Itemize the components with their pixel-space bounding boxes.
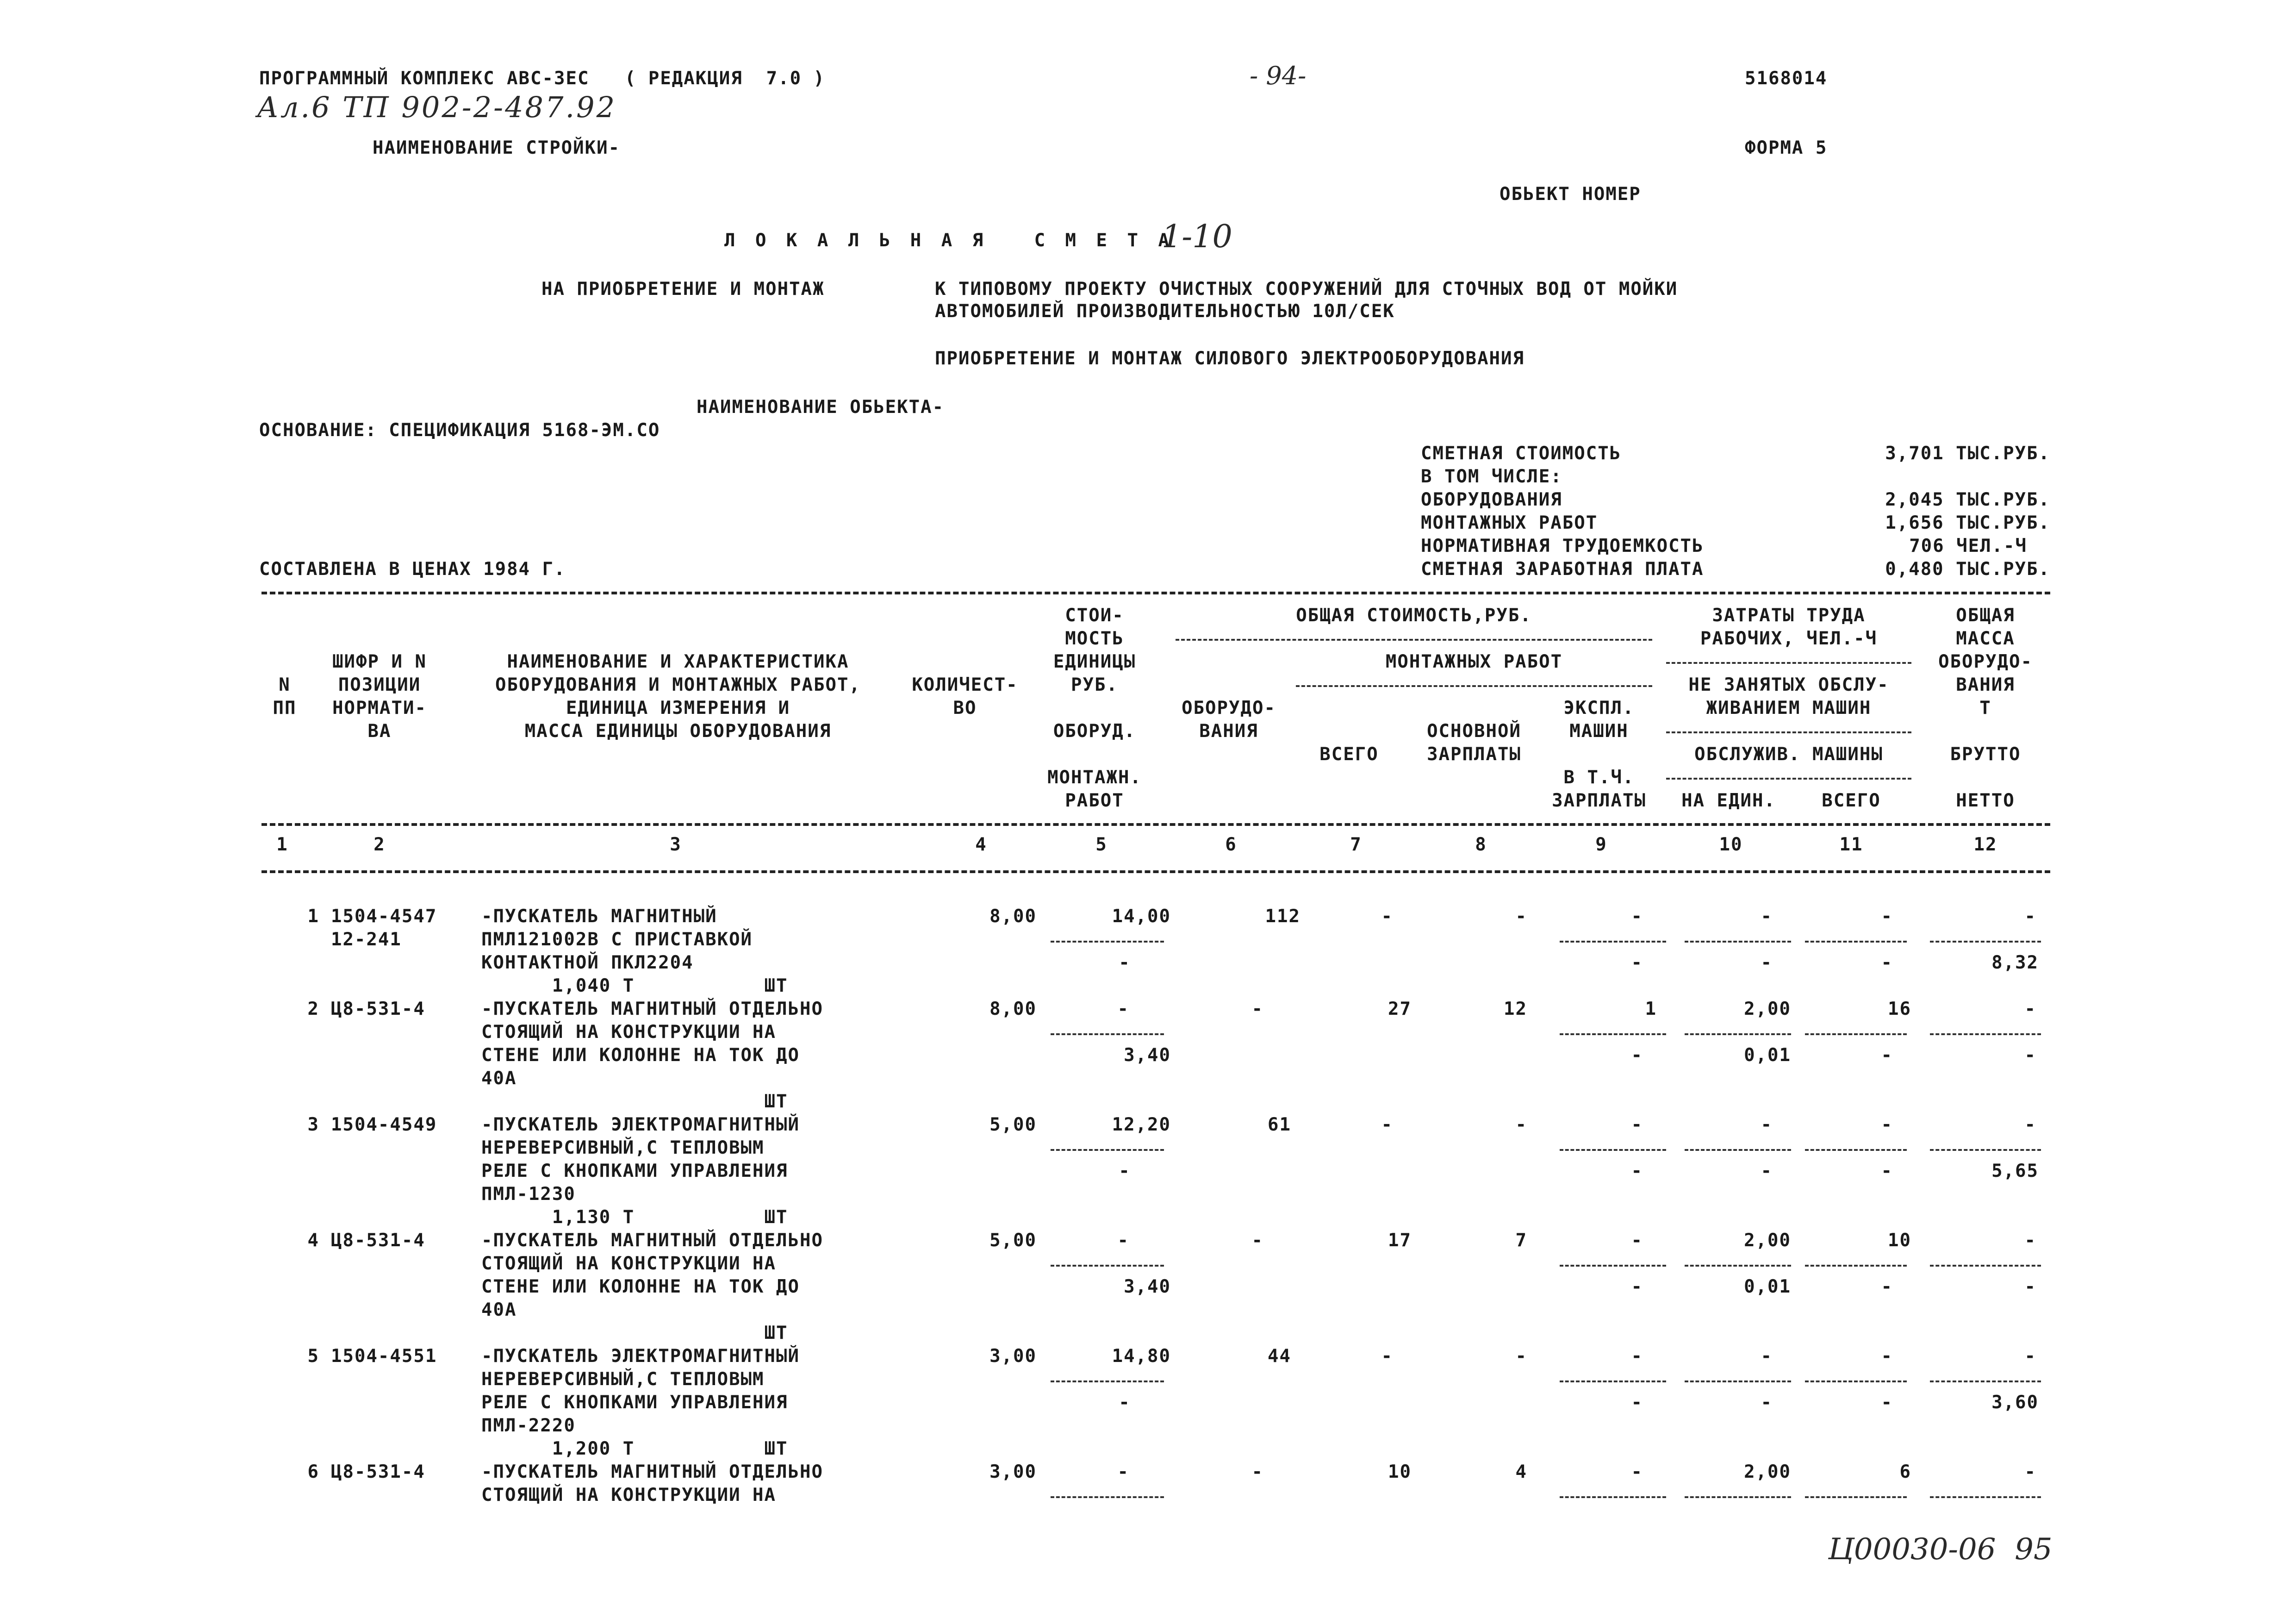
col-header-labor-machines: ОБСЛУЖИВ. МАШИНЫ — [1694, 744, 1883, 765]
row-mass-brutto: - — [2024, 1346, 2036, 1367]
row-code: 1504-4547 12-241 — [331, 906, 437, 950]
row-machines: - — [1631, 1230, 1643, 1251]
row-divider — [1051, 1380, 1164, 1382]
row-unit-montage: 3,40 — [1124, 1045, 1171, 1066]
row-divider — [1685, 1380, 1791, 1382]
row-divider — [1685, 1496, 1791, 1498]
col-header-name: НАИМЕНОВАНИЕ И ХАРАКТЕРИСТИКА ОБОРУДОВАНИЯ И МОНТАЖНЫХ РАБОТ, ЕДИНИЦА ИЗМЕРЕНИЯ И МАССА ЕДИНИЦЫ ОБОРУДОВАНИЯ — [495, 651, 861, 742]
numbers-bottom-rule — [261, 870, 2050, 873]
row-labor-unit: - — [1761, 1114, 1773, 1135]
purpose-line-1: К ТИПОВОМУ ПРОЕКТУ ОЧИСТНЫХ СООРУЖЕНИЙ ДЛЯ СТОЧНЫХ ВОД ОТ МОЙКИ — [935, 279, 1678, 300]
row-labor-total-machines: - — [1881, 1276, 1893, 1297]
row-total: - — [1381, 906, 1393, 927]
col-header-mass: ОБЩАЯ МАССА ОБОРУДО- ВАНИЯ Т БРУТТО НЕТТО — [1938, 605, 2033, 811]
row-quantity: 5,00 — [989, 1230, 1037, 1251]
row-divider — [1685, 1033, 1791, 1035]
stroika-label: НАИМЕНОВАНИЕ СТРОЙКИ- — [373, 137, 621, 158]
col-header-total-cost: ОБЩАЯ СТОИМОСТЬ,РУБ. — [1296, 605, 1532, 626]
row-divider — [1805, 1033, 1907, 1035]
row-number: 6 — [307, 1462, 319, 1482]
row-divider — [1051, 1149, 1164, 1151]
row-mass-brutto: - — [2024, 1114, 2036, 1135]
row-mass-brutto: - — [2024, 906, 2036, 927]
column-number: 6 — [1225, 834, 1237, 855]
row-number: 4 — [307, 1230, 319, 1251]
row-mass-netto: 8,32 — [1991, 952, 2039, 973]
row-base-salary: 7 — [1515, 1230, 1527, 1251]
document-code: 5168014 — [1745, 68, 1828, 89]
summary-label: НОРМАТИВНАЯ ТРУДОЕМКОСТЬ — [1421, 536, 1704, 556]
col-header-total: ВСЕГО — [1319, 744, 1379, 765]
prices-line: СОСТАВЛЕНА В ЦЕНАХ 1984 Г. — [259, 559, 566, 580]
row-labor-unit-machines: - — [1761, 952, 1773, 973]
program-title: ПРОГРАММНЫЙ КОМПЛЕКС АВС-3ЕС ( РЕДАКЦИЯ 7.0 ) — [259, 68, 826, 89]
row-divider — [1051, 1033, 1164, 1035]
row-mass-netto: - — [2024, 1045, 2036, 1066]
row-base-salary: - — [1515, 906, 1527, 927]
row-machines: - — [1631, 1346, 1643, 1367]
header-divider — [1666, 662, 1911, 664]
row-mass-netto: 3,60 — [1991, 1392, 2039, 1413]
col-header-labor-total: ВСЕГО — [1822, 790, 1881, 811]
row-name: -ПУСКАТЕЛЬ МАГНИТНЫЙ ПМЛ121002В С ПРИСТАВКОЙ КОНТАКТНОЙ ПКЛ2204 1,040 Т ШТ — [481, 906, 788, 996]
row-name: -ПУСКАТЕЛЬ ЭЛЕКТРОМАГНИТНЫЙ НЕРЕВЕРСИВНЫЙ,С ТЕПЛОВЫМ РЕЛЕ С КНОПКАМИ УПРАВЛЕНИЯ ПМЛ-1230 1,130 Т ШТ — [481, 1114, 800, 1228]
row-divider — [1685, 1149, 1791, 1151]
row-number: 5 — [307, 1346, 319, 1367]
page-number: - 94- — [1250, 61, 1307, 90]
row-unit-equipment: - — [1117, 999, 1129, 1019]
header-divider — [1296, 685, 1652, 687]
row-divider — [1560, 1496, 1666, 1498]
column-number: 12 — [1973, 834, 1997, 855]
object-name-label: НАИМЕНОВАНИЕ ОБЬЕКТА- — [697, 397, 945, 418]
row-divider — [1930, 1380, 2041, 1382]
row-mass-brutto: - — [2024, 1462, 2036, 1482]
row-unit-equipment: - — [1117, 1230, 1129, 1251]
row-total: - — [1381, 1346, 1393, 1367]
row-equipment: 112 — [1265, 906, 1300, 927]
summary-value: 2,045 ТЫС.РУБ. — [1885, 489, 2050, 510]
row-machines-salary: - — [1631, 1161, 1643, 1181]
row-number: 2 — [307, 999, 319, 1019]
col-header-unit-cost: СТОИ- МОСТЬ ЕДИНИЦЫ РУБ. ОБОРУД. МОНТАЖН. РАБОТ — [1047, 605, 1142, 811]
row-total: 17 — [1388, 1230, 1412, 1251]
column-number: 4 — [975, 834, 987, 855]
row-divider — [1051, 1265, 1164, 1267]
row-divider — [1560, 1033, 1666, 1035]
row-name: -ПУСКАТЕЛЬ ЭЛЕКТРОМАГНИТНЫЙ НЕРЕВЕРСИВНЫЙ,С ТЕПЛОВЫМ РЕЛЕ С КНОПКАМИ УПРАВЛЕНИЯ ПМЛ-2220 1,200 Т ШТ — [481, 1346, 800, 1459]
row-equipment: 61 — [1268, 1114, 1291, 1135]
row-labor-total: - — [1881, 1346, 1893, 1367]
row-labor-total-machines: - — [1881, 952, 1893, 973]
row-code: 1504-4549 — [331, 1114, 437, 1135]
row-divider — [1805, 1265, 1907, 1267]
column-number: 1 — [276, 834, 288, 855]
header-divider — [1666, 731, 1911, 733]
row-quantity: 5,00 — [989, 1114, 1037, 1135]
row-code: Ц8-531-4 — [331, 1462, 425, 1482]
document-title: Л О К А Л Ь Н А Я С М Е Т А — [724, 230, 1174, 251]
row-equipment: - — [1251, 1230, 1263, 1251]
row-code: Ц8-531-4 — [331, 999, 425, 1019]
handwritten-footer-code: Ц00030-06 95 — [1828, 1532, 2053, 1567]
row-mass-netto: - — [2024, 1276, 2036, 1297]
estimate-number: 1-10 — [1162, 219, 1232, 255]
column-number: 7 — [1350, 834, 1362, 855]
row-divider — [1051, 1496, 1164, 1498]
row-total: 27 — [1388, 999, 1412, 1019]
summary-value: 706 ЧЕЛ.-Ч — [1909, 536, 2027, 556]
row-equipment: 44 — [1268, 1346, 1291, 1367]
header-divider — [1176, 639, 1652, 641]
row-name: -ПУСКАТЕЛЬ МАГНИТНЫЙ ОТДЕЛЬНО СТОЯЩИЙ НА КОНСТРУКЦИИ НА — [481, 1462, 823, 1505]
row-divider — [1560, 1265, 1666, 1267]
row-labor-total: 6 — [1899, 1462, 1911, 1482]
row-labor-unit: 2,00 — [1744, 999, 1791, 1019]
summary-label: В ТОМ ЧИСЛЕ: — [1421, 466, 1562, 487]
col-header-equipment: ОБОРУДО- ВАНИЯ — [1182, 698, 1276, 742]
row-machines: - — [1631, 1462, 1643, 1482]
row-divider — [1930, 941, 2041, 943]
column-number: 5 — [1095, 834, 1108, 855]
column-number: 10 — [1719, 834, 1743, 855]
row-labor-total: - — [1881, 906, 1893, 927]
header-bottom-rule — [261, 823, 2050, 826]
row-total: - — [1381, 1114, 1393, 1135]
row-equipment: - — [1251, 999, 1263, 1019]
row-number: 3 — [307, 1114, 319, 1135]
row-equipment: - — [1251, 1462, 1263, 1482]
subject-line: ПРИОБРЕТЕНИЕ И МОНТАЖ СИЛОВОГО ЭЛЕКТРООБОРУДОВАНИЯ — [935, 348, 1524, 369]
col-header-labor: ЗАТРАТЫ ТРУДА РАБОЧИХ, ЧЕЛ.-Ч — [1700, 605, 1878, 649]
row-labor-unit-machines: - — [1761, 1392, 1773, 1413]
row-quantity: 3,00 — [989, 1462, 1037, 1482]
row-labor-unit-machines: 0,01 — [1744, 1276, 1791, 1297]
row-number: 1 — [307, 906, 319, 927]
col-header-code: ШИФР И N ПОЗИЦИИ НОРМАТИ- ВА — [332, 651, 427, 742]
row-divider — [1805, 1380, 1907, 1382]
row-base-salary: - — [1515, 1346, 1527, 1367]
row-unit-equipment: 14,80 — [1112, 1346, 1171, 1367]
row-unit-montage: 3,40 — [1124, 1276, 1171, 1297]
row-unit-montage: - — [1119, 952, 1131, 973]
row-unit-montage: - — [1119, 1161, 1131, 1181]
col-header-labor-not-machines: НЕ ЗАНЯТЫХ ОБСЛУ- ЖИВАНИЕМ МАШИН — [1688, 675, 1889, 718]
purpose-label: НА ПРИОБРЕТЕНИЕ И МОНТАЖ — [541, 279, 825, 300]
summary-value: 0,480 ТЫС.РУБ. — [1885, 559, 2050, 580]
column-number: 2 — [373, 834, 386, 855]
column-number: 8 — [1475, 834, 1487, 855]
col-header-number: N ПП — [273, 675, 297, 718]
row-quantity: 3,00 — [989, 1346, 1037, 1367]
row-unit-montage: - — [1119, 1392, 1131, 1413]
row-divider — [1685, 941, 1791, 943]
row-unit-equipment: 14,00 — [1112, 906, 1171, 927]
row-base-salary: - — [1515, 1114, 1527, 1135]
row-labor-unit-machines: 0,01 — [1744, 1045, 1791, 1066]
col-header-quantity: КОЛИЧЕСТ- ВО — [912, 675, 1018, 718]
handwritten-reference: Ал.6 ТП 902-2-487.92 — [257, 90, 617, 124]
row-machines-salary: - — [1631, 952, 1643, 973]
forma-label: ФОРМА 5 — [1745, 137, 1828, 158]
row-quantity: 8,00 — [989, 999, 1037, 1019]
col-header-per-unit: НА ЕДИН. — [1681, 790, 1776, 811]
row-name: -ПУСКАТЕЛЬ МАГНИТНЫЙ ОТДЕЛЬНО СТОЯЩИЙ НА КОНСТРУКЦИИ НА СТЕНЕ ИЛИ КОЛОННЕ НА ТОК ДО 40А ШТ — [481, 999, 823, 1112]
row-name: -ПУСКАТЕЛЬ МАГНИТНЫЙ ОТДЕЛЬНО СТОЯЩИЙ НА КОНСТРУКЦИИ НА СТЕНЕ ИЛИ КОЛОННЕ НА ТОК ДО 40А ШТ — [481, 1230, 823, 1343]
row-divider — [1805, 1496, 1907, 1498]
row-divider — [1560, 1380, 1666, 1382]
summary-label: МОНТАЖНЫХ РАБОТ — [1421, 512, 1598, 533]
row-labor-total: 10 — [1888, 1230, 1911, 1251]
row-unit-equipment: 12,20 — [1112, 1114, 1171, 1135]
row-divider — [1930, 1265, 2041, 1267]
row-divider — [1930, 1149, 2041, 1151]
row-labor-total-machines: - — [1881, 1392, 1893, 1413]
row-divider — [1805, 1149, 1907, 1151]
table-top-rule — [261, 592, 2050, 594]
row-divider — [1560, 1149, 1666, 1151]
row-base-salary: 12 — [1504, 999, 1527, 1019]
row-machines-salary: - — [1631, 1276, 1643, 1297]
row-mass-netto: 5,65 — [1991, 1161, 2039, 1181]
row-mass-brutto: - — [2024, 1230, 2036, 1251]
row-divider — [1051, 941, 1164, 943]
row-mass-brutto: - — [2024, 999, 2036, 1019]
summary-value: 1,656 ТЫС.РУБ. — [1885, 512, 2050, 533]
row-labor-unit-machines: - — [1761, 1161, 1773, 1181]
row-divider — [1930, 1496, 2041, 1498]
row-machines: 1 — [1645, 999, 1657, 1019]
row-machines-salary: - — [1631, 1392, 1643, 1413]
summary-value: 3,701 ТЫС.РУБ. — [1885, 443, 2050, 464]
row-base-salary: 4 — [1515, 1462, 1527, 1482]
row-labor-unit: - — [1761, 1346, 1773, 1367]
summary-label: ОБОРУДОВАНИЯ — [1421, 489, 1562, 510]
row-labor-unit: 2,00 — [1744, 1230, 1791, 1251]
col-header-base-salary: ОСНОВНОЙ ЗАРПЛАТЫ — [1427, 721, 1521, 765]
row-labor-total: - — [1881, 1114, 1893, 1135]
purpose-line-2: АВТОМОБИЛЕЙ ПРОИЗВОДИТЕЛЬНОСТЬЮ 10Л/СЕК — [935, 301, 1395, 322]
column-number: 3 — [670, 834, 682, 855]
row-machines: - — [1631, 906, 1643, 927]
row-labor-total-machines: - — [1881, 1161, 1893, 1181]
header-divider — [1666, 778, 1911, 780]
row-quantity: 8,00 — [989, 906, 1037, 927]
row-machines-salary: - — [1631, 1045, 1643, 1066]
col-header-machines: ЭКСПЛ. МАШИН В Т.Ч. ЗАРПЛАТЫ — [1552, 698, 1646, 811]
row-code: 1504-4551 — [331, 1346, 437, 1367]
row-labor-total: 16 — [1888, 999, 1911, 1019]
object-number-label: ОБЬЕКТ НОМЕР — [1500, 184, 1641, 205]
row-divider — [1930, 1033, 2041, 1035]
row-unit-equipment: - — [1117, 1462, 1129, 1482]
basis-line: ОСНОВАНИЕ: СПЕЦИФИКАЦИЯ 5168-ЭМ.СО — [259, 420, 660, 441]
row-labor-unit: - — [1761, 906, 1773, 927]
row-labor-total-machines: - — [1881, 1045, 1893, 1066]
row-total: 10 — [1388, 1462, 1412, 1482]
row-labor-unit: 2,00 — [1744, 1462, 1791, 1482]
row-machines: - — [1631, 1114, 1643, 1135]
row-divider — [1805, 941, 1907, 943]
summary-label: СМЕТНАЯ СТОИМОСТЬ — [1421, 443, 1622, 464]
row-divider — [1560, 941, 1666, 943]
row-code: Ц8-531-4 — [331, 1230, 425, 1251]
column-number: 9 — [1595, 834, 1607, 855]
summary-label: СМЕТНАЯ ЗАРАБОТНАЯ ПЛАТА — [1421, 559, 1704, 580]
row-divider — [1685, 1265, 1791, 1267]
col-header-montage: МОНТАЖНЫХ РАБОТ — [1385, 651, 1563, 672]
column-number: 11 — [1839, 834, 1863, 855]
